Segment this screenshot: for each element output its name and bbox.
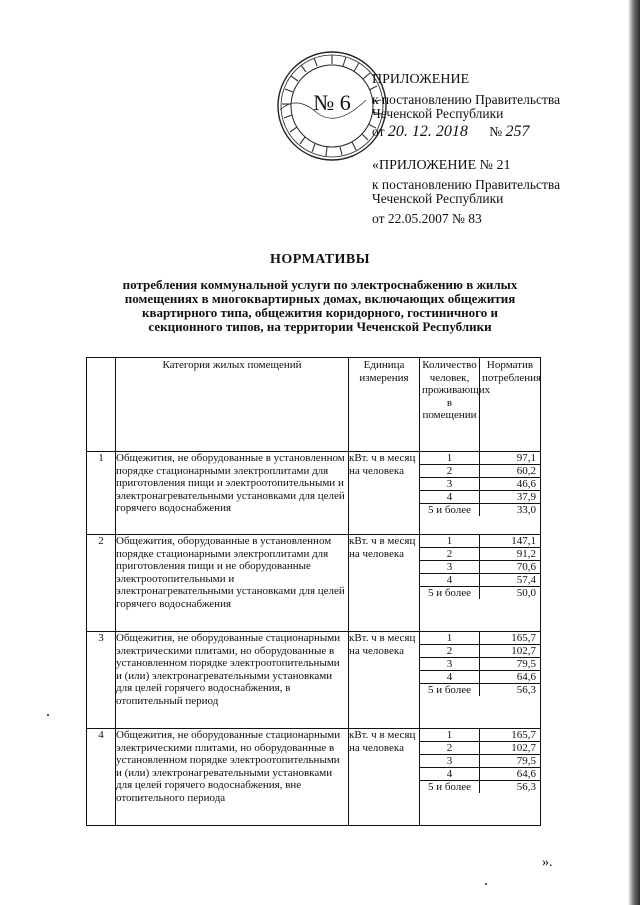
number-label: № xyxy=(489,124,503,139)
norm-entry xyxy=(420,561,540,574)
closing-quote: ». xyxy=(542,855,553,870)
persons-header: Количество человек, проживающих в помещении xyxy=(420,358,480,452)
scan-speck xyxy=(485,883,487,885)
norm-entry xyxy=(420,729,540,742)
scan-edge-shadow xyxy=(628,0,640,905)
row-unit: кВт. ч в месяц на человека xyxy=(349,535,420,632)
norm-entry xyxy=(420,742,540,755)
persons-count: 3 xyxy=(420,561,479,574)
category-header: Категория жилых помещений xyxy=(116,358,349,452)
table-row xyxy=(87,632,541,729)
persons-count: 2 xyxy=(420,548,479,561)
norm-entry xyxy=(420,504,540,517)
norm-value: 147,1 xyxy=(479,535,540,548)
original-republic-line: Чеченской Республики xyxy=(372,191,504,206)
handwritten-date: 20. 12. 2018 xyxy=(387,123,468,140)
norm-entry xyxy=(420,684,540,697)
handwritten-number: 257 xyxy=(505,123,530,140)
norm-value: 56,3 xyxy=(516,781,536,793)
republic-line: Чеченской Республики xyxy=(372,106,504,121)
table-row xyxy=(87,729,541,826)
row-norms xyxy=(420,632,541,729)
norm-entry xyxy=(420,587,540,600)
persons-count: 3 xyxy=(420,658,479,671)
norms-subtable xyxy=(420,729,540,793)
norm-entry xyxy=(420,645,540,658)
norms-subtable xyxy=(420,452,540,516)
table-row xyxy=(87,452,541,535)
original-resolution-line: к постановлению Правительства xyxy=(372,177,561,192)
row-category: Общежития, оборудованные в установленном порядке стационарными электроплитами для приготовления пищи и не оборудованные электроотопительными и электронагревательными установками для целей горячего водоснабжения xyxy=(116,535,349,632)
persons-count: 1 xyxy=(420,535,479,548)
persons-count: 4 xyxy=(420,491,480,504)
norm-entry xyxy=(420,755,540,768)
resolution-date-line xyxy=(372,124,530,139)
norm-value: 64,6 xyxy=(479,768,540,781)
persons-count: 3 xyxy=(420,755,479,768)
norm-value: 165,7 xyxy=(479,729,540,742)
norm-value: 56,3 xyxy=(516,684,536,696)
row-unit: кВт. ч в месяц на человека xyxy=(349,632,420,729)
persons-count: 5 и более xyxy=(420,684,479,697)
row-norms xyxy=(420,729,541,826)
persons-count: 2 xyxy=(420,742,479,755)
norm-entry xyxy=(420,768,540,781)
document-title: НОРМАТИВЫ xyxy=(270,252,370,267)
row-norms xyxy=(420,535,541,632)
row-index: 1 xyxy=(87,452,116,535)
persons-count: 5 и более xyxy=(420,504,480,517)
norm-value: 33,0 xyxy=(516,504,536,516)
norm-entry xyxy=(420,491,540,504)
table-body xyxy=(87,452,541,826)
persons-count: 2 xyxy=(420,645,479,658)
norm-value: 37,9 xyxy=(480,491,540,504)
row-category: Общежития, не оборудованные стационарными электрическими плитами, но оборудованные в установленном порядке электроотопительными и (или) электронагревательными установками для целей горячего водоснабжения, в отопительный период xyxy=(116,632,349,729)
norm-value: 102,7 xyxy=(479,742,540,755)
norm-value: 50,0 xyxy=(516,587,536,599)
scan-speck xyxy=(47,714,49,716)
norm-header: Норматив потребления xyxy=(480,358,541,452)
norm-value: 102,7 xyxy=(479,645,540,658)
persons-count: 5 и более xyxy=(420,781,479,794)
row-index: 2 xyxy=(87,535,116,632)
persons-count: 2 xyxy=(420,465,480,478)
appendix-heading: ПРИЛОЖЕНИЕ xyxy=(372,72,470,87)
norm-value: 57,4 xyxy=(479,574,540,587)
persons-count: 5 и более xyxy=(420,587,479,600)
table-header-row xyxy=(87,358,541,452)
row-category: Общежития, не оборудованные стационарными электрическими плитами, но оборудованные в установленном порядке электроотопительными и (или) электронагревательными установками для целей горячего водоснабжения, вне отопительного периода xyxy=(116,729,349,826)
persons-count: 1 xyxy=(420,452,480,465)
norms-subtable xyxy=(420,632,540,696)
norm-value: 165,7 xyxy=(479,632,540,645)
original-date-line: от 22.05.2007 № 83 xyxy=(372,211,482,226)
original-appendix-title: «ПРИЛОЖЕНИЕ № 21 xyxy=(372,158,511,173)
norm-entry xyxy=(420,671,540,684)
norms-table xyxy=(86,357,541,826)
persons-count: 4 xyxy=(420,671,479,684)
norm-entry xyxy=(420,658,540,671)
norm-value: 64,6 xyxy=(479,671,540,684)
row-index: 4 xyxy=(87,729,116,826)
row-index: 3 xyxy=(87,632,116,729)
persons-count: 4 xyxy=(420,768,479,781)
norm-entry xyxy=(420,548,540,561)
document-subtitle: потребления коммунальной услуги по электроснабжению в жилых помещениях в многоквартирных домах, включающих общежития квартирного типа, общежития коридорного, гостиничного и секционного типов, на территории Чеченской Республики xyxy=(122,277,518,334)
norm-value: 97,1 xyxy=(480,452,540,465)
norm-entry xyxy=(420,574,540,587)
norm-value: 91,2 xyxy=(479,548,540,561)
norm-value: 70,6 xyxy=(479,561,540,574)
index-header xyxy=(87,358,116,452)
norms-subtable xyxy=(420,535,540,599)
norm-value: 79,5 xyxy=(479,755,540,768)
unit-header: Единица измерения xyxy=(349,358,420,452)
norm-entry xyxy=(420,478,540,491)
persons-count: 1 xyxy=(420,632,479,645)
norm-entry xyxy=(420,465,540,478)
norm-entry xyxy=(420,452,540,465)
persons-count: 3 xyxy=(420,478,480,491)
seal-number-label: № 6 xyxy=(313,90,351,115)
resolution-line: к постановлению Правительства xyxy=(372,92,561,107)
norm-entry xyxy=(420,535,540,548)
row-category: Общежития, не оборудованные в установленном порядке стационарными электроплитами для приготовления пищи и электроотопительными и электронагревательными установками для целей горячего водоснабжения xyxy=(116,452,349,535)
norm-entry xyxy=(420,781,540,794)
norm-value: 46,6 xyxy=(480,478,540,491)
persons-count: 1 xyxy=(420,729,479,742)
from-label: от xyxy=(372,124,385,139)
norm-value: 60,2 xyxy=(480,465,540,478)
table-row xyxy=(87,535,541,632)
row-unit: кВт. ч в месяц на человека xyxy=(349,729,420,826)
row-norms xyxy=(420,452,541,535)
row-unit: кВт. ч в месяц на человека xyxy=(349,452,420,535)
persons-count: 4 xyxy=(420,574,479,587)
norm-entry xyxy=(420,632,540,645)
norm-value: 79,5 xyxy=(479,658,540,671)
